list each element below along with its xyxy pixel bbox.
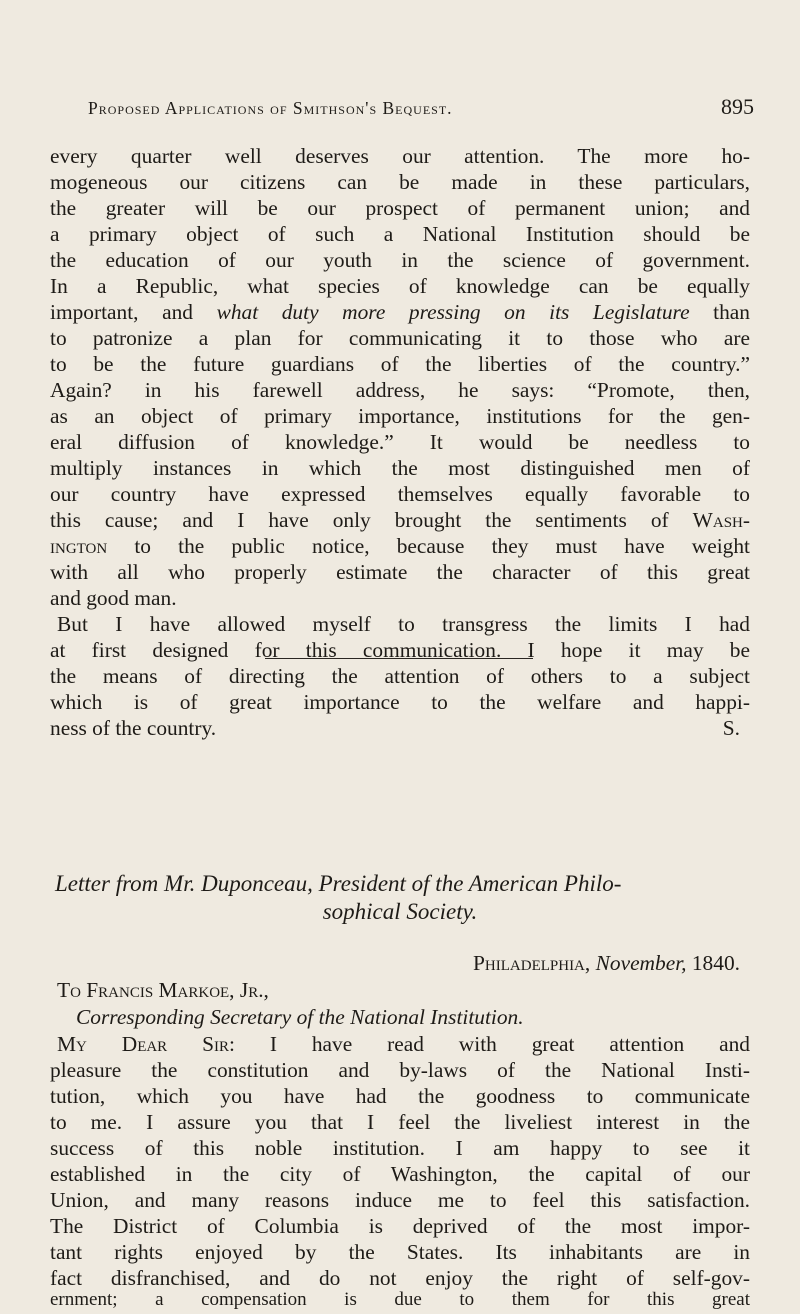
body-line: the education of our youth in the science of government. [50,248,750,272]
body-line: the greater will be our prospect of permanent union; and [50,196,750,220]
body-line: to be the future guardians of the liberties of the country.” [50,352,750,376]
letter-line: tant rights enjoyed by the States. Its inhabitants are in [50,1240,750,1264]
addressee-title: Corresponding Secretary of the National Institution. [76,1005,524,1029]
body-line: mogeneous our citizens can be made in these particulars, [50,170,750,194]
body-line-with-smallcaps: ington to the public notice, because they must have weight [50,534,750,558]
body-line: which is of great importance to the welfare and happi- [50,690,750,714]
washington-smallcaps: Wash- [692,508,750,532]
body-line: In a Republic, what species of knowledge can be equally [50,274,750,298]
page-header [88,94,754,124]
body-line: at first designed for this communication. I hope it may be [50,638,750,662]
letter-heading: sophical Society. [322,899,478,924]
signature: S. [722,716,740,740]
body-line: with all who properly estimate the character of this great [50,560,750,584]
body-line: to patronize a plan for communicating it to those who are [50,326,750,350]
body-line-with-smallcaps: this cause; and I have only brought the sentiments of Wash- [50,508,750,532]
salutation-line: My Dear Sir: I have read with great attention and [57,1032,750,1056]
body-line: ness of the country. [50,716,217,740]
letter-line: pleasure the constitution and by-laws of the National Insti- [50,1058,750,1082]
body-line: as an object of primary importance, institutions for the gen- [50,404,750,428]
letter-line: to me. I assure you that I feel the liveliest interest in the [50,1110,750,1134]
emphasis-phrase: what duty more pressing on its Legislature [216,300,690,324]
body-line-with-italics: important, and what duty more pressing on its Legislature than [50,300,750,324]
salutation: My Dear Sir: [57,1032,235,1056]
letter-line: Union, and many reasons induce me to feel this satisfaction. [50,1188,750,1212]
body-line: every quarter well deserves our attention. The more ho- [50,144,750,168]
letter-line: fact disfranchised, and do not enjoy the right of self-gov- [50,1266,750,1290]
addressee: To Francis Markoe, Jr., [57,978,269,1002]
letter-line: ernment; a compensation is due to them for this great [50,1289,750,1310]
running-title: Proposed Applications of Smithson's Bequest. [88,98,453,118]
body-line: multiply instances in which the most distinguished men of [50,456,750,480]
letter-heading: Letter from Mr. Duponceau, President of the American Philo- [55,871,622,896]
letter-line: tution, which you have had the goodness to communicate [50,1084,750,1108]
body-line: Again? in his farewell address, he says: “Promote, then, [50,378,750,402]
page-number: 895 [721,94,754,119]
body-line: and good man. [50,586,177,610]
letter-line: success of this noble institution. I am happy to see it [50,1136,750,1160]
body-line: the means of directing the attention of others to a subject [50,664,750,688]
body-line: a primary object of such a National Institution should be [50,222,750,246]
body-line: our country have expressed themselves equally favorable to [50,482,750,506]
letter-line: established in the city of Washington, the capital of our [50,1162,750,1186]
paragraph-start: But I have allowed myself to transgress the limits I had [57,612,750,636]
section-divider [265,658,533,659]
letter-line: The District of Columbia is deprived of the most impor- [50,1214,750,1238]
washington-smallcaps: ington [50,534,108,558]
body-line: eral diffusion of knowledge.” It would be needless to [50,430,750,454]
place-date: Philadelphia, November, 1840. [473,951,740,975]
